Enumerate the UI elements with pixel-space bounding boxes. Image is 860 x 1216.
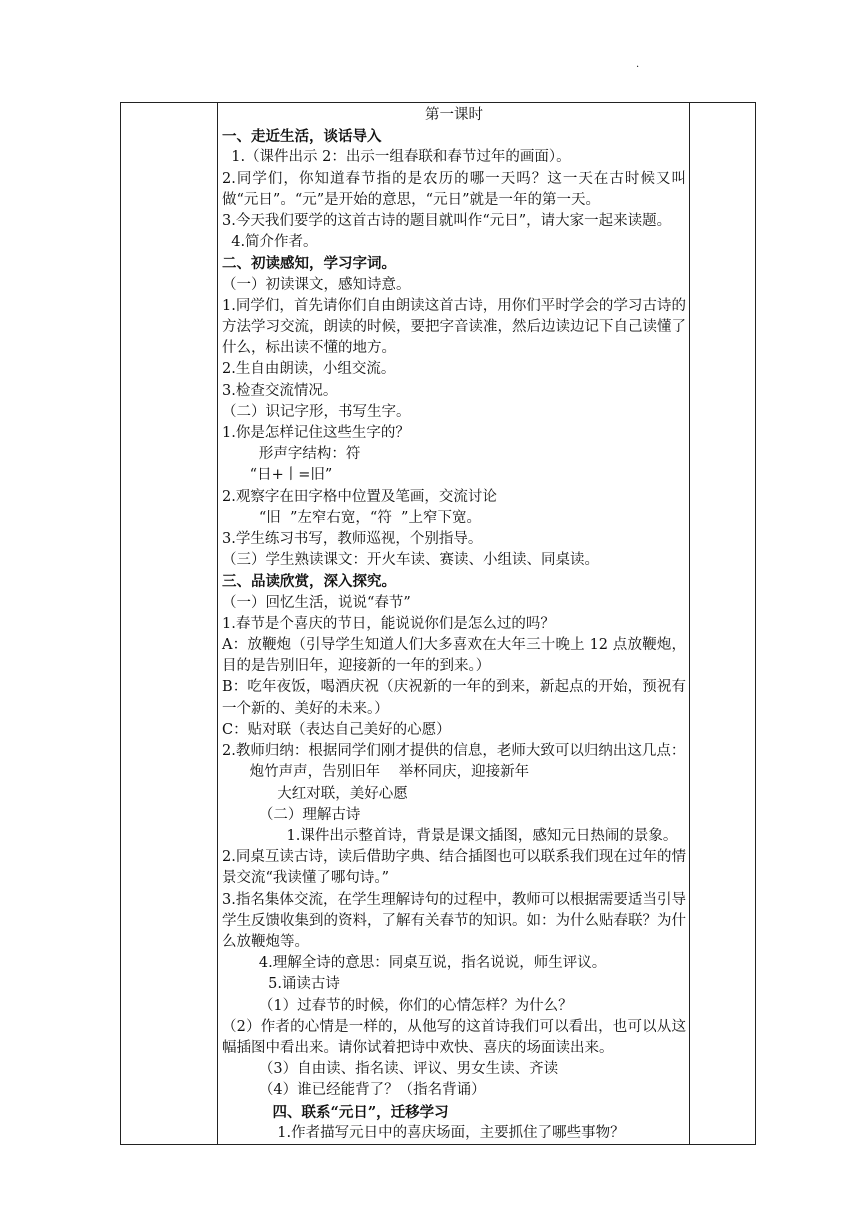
lesson-line: 1.你是怎样记住这些生字的？: [222, 425, 410, 442]
lesson-line: 大红对联，美好心愿: [222, 785, 408, 802]
section-heading: 一、走近生活，谈话导入: [222, 128, 382, 146]
lesson-line: 5.诵读古诗: [222, 976, 340, 993]
lesson-line: 2.生自由朗读，小组交流。: [222, 361, 396, 378]
lesson-line: 1.同学们，首先请你们自由朗读这首古诗，用你们平时学会的学习古诗的方法学习交流，朗读的时候，要把字音读准，然后边读边记下自己读懂了什么，标出读不懂的地方。: [222, 297, 686, 357]
lesson-line: （1）过春节的时候，你们的心情怎样？为什么？: [222, 997, 573, 1014]
lesson-line: “日+丨=旧”: [222, 467, 333, 484]
lesson-line: （2）作者的心情是一样的，从他写的这首诗我们可以看出，也可以从这幅插图中看出来。请你试着把诗中欢快、喜庆的场面读出来。: [222, 1018, 686, 1056]
lesson-line: 2.同学们，你知道春节指的是农历的哪一天吗？这一天在古时候又叫做“元日”。“元”是开始的意思，“元日”就是一年的第一天。: [222, 170, 686, 208]
lesson-title: 第一课时: [425, 107, 483, 123]
lesson-line: （3）自由读、指名读、评议、男女生读、齐读: [222, 1061, 559, 1078]
lesson-line: （一）回忆生活，说说“春节”: [222, 594, 411, 611]
lesson-line: C：贴对联（表达自己美好的心愿）: [222, 721, 451, 738]
header-dot: .: [636, 59, 640, 70]
lesson-line: 4.简介作者。: [222, 234, 318, 251]
lesson-content-cell: [218, 103, 690, 1145]
lesson-line: 1.春节是个喜庆的节日，能说说你们是怎么过的吗？: [222, 615, 555, 632]
lesson-table: [120, 102, 756, 1145]
lesson-line: （4）谁已经能背了？（指名背诵）: [222, 1082, 486, 1099]
lesson-line: （一）初读课文，感知诗意。: [222, 276, 411, 293]
lesson-line: （二）理解古诗: [222, 806, 361, 823]
section-heading: 二、初读感知，学习字词。: [222, 255, 396, 273]
lesson-line: “旧 ”左窄右宽，“符 ”上窄下宽。: [222, 509, 481, 526]
lesson-line: 1.作者描写元日中的喜庆场面，主要抓住了哪些事物？: [222, 1124, 625, 1141]
section-heading: 三、品读欣赏，深入探究。: [222, 573, 396, 591]
section-heading: 四、联系“元日”，迁移学习: [222, 1103, 449, 1121]
lesson-line: （二）识记字形，书写生字。: [222, 403, 411, 420]
lesson-line: 形声字结构：符: [222, 446, 361, 463]
lesson-line: 3.指名集体交流，在学生理解诗句的过程中，教师可以根据需要适当引导学生反馈收集到的资料，了解有关春节的知识。如：为什么贴春联？为什么放鞭炮等。: [222, 891, 686, 950]
lesson-line: 2.教师归纳：根据同学们刚才提供的信息，老师大致可以归纳出这几点：: [222, 743, 686, 760]
left-blank-cell: [121, 103, 218, 1145]
lesson-line: B：吃年夜饭，喝酒庆祝（庆祝新的一年的到来，新起点的开始，预祝有一个新的、美好的未来。）: [222, 679, 686, 717]
lesson-line: 炮竹声声，告别旧年 举杯同庆，迎接新年: [222, 764, 530, 781]
lesson-line: 2.同桌互读古诗，读后借助字典、结合插图也可以联系我们现在过年的情景交流“我读懂了哪句诗。”: [222, 849, 686, 887]
lesson-line: 2.观察字在田字格中位置及笔画，交流讨论: [222, 488, 497, 505]
lesson-line: 3.检查交流情况。: [222, 382, 338, 399]
lesson-line: （三）学生熟读课文：开火车读、赛读、小组读、同桌读。: [222, 552, 599, 569]
lesson-content: [218, 103, 689, 1144]
right-blank-cell: [690, 103, 756, 1145]
lesson-line: 3.学生练习书写，教师巡视，个别指导。: [222, 531, 483, 548]
lesson-line: A：放鞭炮（引导学生知道人们大多喜欢在大年三十晚上 12 点放鞭炮，目的是告别旧年，迎接新的一年的到来。）: [222, 637, 686, 675]
lesson-line: 3.今天我们要学的这首古诗的题目就叫作“元日”，请大家一起来读题。: [222, 213, 672, 230]
lesson-line: 1.（课件出示 2：出示一组春联和春节过年的画面）。: [222, 149, 571, 166]
lesson-line: 4.理解全诗的意思：同桌互说，指名说说，师生评议。: [222, 955, 607, 972]
lesson-line: 1.课件出示整首诗，背景是课文插图，感知元日热闹的景象。: [222, 827, 678, 844]
